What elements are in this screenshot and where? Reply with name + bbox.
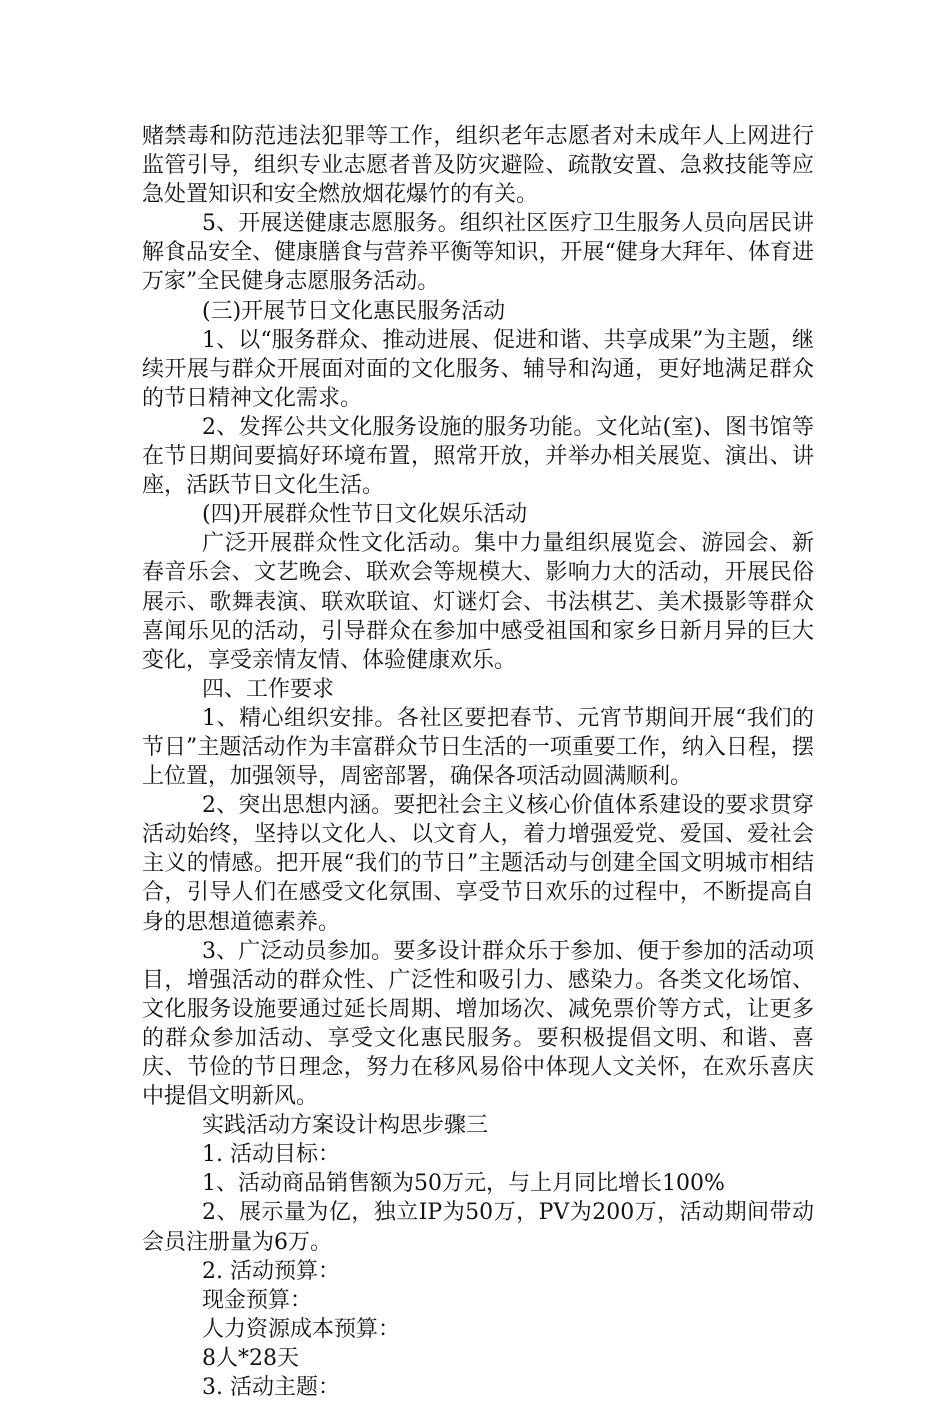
list-heading: 3. 活动主题： xyxy=(202,1375,340,1401)
document-body xyxy=(142,122,814,1402)
list-heading: 2. 活动预算： xyxy=(202,1258,340,1284)
section-heading: 实践活动方案设计构思步骤三 xyxy=(202,1113,489,1139)
body-paragraph: 赌禁毒和防范违法犯罪等工作，组织老年志愿者对未成年人上网进行监管引导，组织专业志愿者普及防灾避险、疏散安置、急救技能等应急处置知识和安全燃放烟花爆竹的有关。 xyxy=(142,124,814,208)
body-paragraph: 5、开展送健康志愿服务。组织社区医疗卫生服务人员向居民讲解食品安全、健康膳食与营养平衡等知识，开展“健身大拜年、体育进万家”全民健身志愿服务活动。 xyxy=(142,211,814,295)
body-paragraph: 1、精心组织安排。各社区要把春节、元宵节期间开展“我们的节日”主题活动作为丰富群众节日生活的一项重要工作，纳入日程，摆上位置，加强领导，周密部署，确保各项活动圆满顺利。 xyxy=(142,705,814,790)
section-heading: (四)开展群众性节日文化娱乐活动 xyxy=(202,502,528,528)
body-paragraph: 1、以“服务群众、推动进展、促进和谐、共享成果”为主题，继续开展与群众开展面对面的文化服务、辅导和沟通，更好地满足群众的节日精神文化需求。 xyxy=(142,327,814,411)
list-item: 1、活动商品销售额为50万元，与上月同比增长100% xyxy=(202,1171,725,1197)
body-paragraph: 2、突出思想内涵。要把社会主义核心价值体系建设的要求贯穿活动始终，坚持以文化人、以文育人，着力增强爱党、爱国、爱社会主义的情感。把开展“我们的节日”主题活动与创建全国文明城市相结合，引导人们在感受文化氛围、享受节日欢乐的过程中，不断提高自身的思想道德素养。 xyxy=(142,793,814,935)
list-item: 现金预算： xyxy=(202,1287,313,1313)
section-heading: (三)开展节日文化惠民服务活动 xyxy=(202,298,506,324)
list-item: 2、展示量为亿，独立IP为50万，PV为200万，活动期间带动会员注册量为6万。 xyxy=(142,1200,814,1255)
list-item: 人力资源成本预算： xyxy=(202,1316,401,1342)
body-paragraph: 广泛开展群众性文化活动。集中力量组织展览会、游园会、新春音乐会、文艺晚会、联欢会等规模大、影响力大的活动，开展民俗展示、歌舞表演、联欢联谊、灯谜灯会、书法棋艺、美术摄影等群众喜闻乐见的活动，引导群众在参加中感受祖国和家乡日新月异的巨大变化，享受亲情友情、体验健康欢乐。 xyxy=(142,531,814,673)
section-heading: 四、工作要求 xyxy=(202,676,335,702)
body-paragraph: 2、发挥公共文化服务设施的服务功能。文化站(室)、图书馆等在节日期间要搞好环境布置，照常开放，并举办相关展览、演出、讲座，活跃节日文化生活。 xyxy=(142,414,814,499)
list-item: 8人*28天 xyxy=(202,1345,299,1371)
body-paragraph: 3、广泛动员参加。要多设计群众乐于参加、便于参加的活动项目，增强活动的群众性、广泛性和吸引力、感染力。各类文化场馆、文化服务设施要通过延长周期、增加场次、减免票价等方式，让更多的群众参加活动、享受文化惠民服务。要积极提倡文明、和谐、喜庆、节俭的节日理念，努力在移风易俗中体现人文关怀，在欢乐喜庆中提倡文明新风。 xyxy=(142,938,814,1110)
list-heading: 1. 活动目标： xyxy=(202,1142,340,1168)
